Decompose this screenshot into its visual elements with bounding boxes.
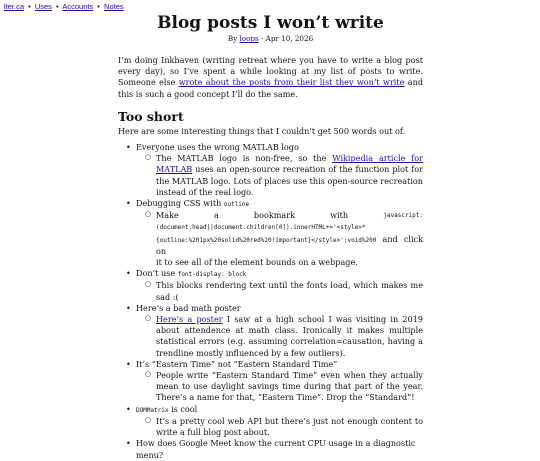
list-item [126, 198, 423, 268]
sub-item-text: uses an open-source recreation of the function plot for the MATLAB logo. Lots of places use this open-source recreation instead of the real logo. [156, 164, 423, 197]
list-item [126, 359, 423, 404]
nav-separator: • [28, 2, 31, 11]
nav-link-notes[interactable]: Notes [104, 2, 124, 11]
top-nav [4, 2, 124, 11]
list-item [126, 268, 423, 303]
bookmark-line [156, 210, 423, 221]
sub-list-item: ○ This blocks rendering text until the fonts load, which makes me sad :( [146, 280, 423, 302]
sub-list [136, 370, 423, 404]
byline [118, 34, 423, 44]
sub-item-text: and click on [156, 233, 423, 256]
site-home-link[interactable]: lter.ca [4, 2, 25, 11]
sub-list-item: ○ It’s a pretty cool web API but there’s just not enough content to write a full blog post about. [146, 416, 423, 438]
sub-list [136, 314, 423, 359]
bookmark-line [156, 221, 423, 233]
nav-link-accounts[interactable]: Accounts [62, 2, 94, 11]
intro-link[interactable]: wrote about the posts from their list they won’t write [178, 77, 405, 88]
list-item-title: It’s “Eastern Time” not “Eastern Standard Time” [136, 358, 338, 369]
article [118, 13, 423, 461]
list-item-title: How does Google Meet know the current CPU usage in a diagnostic menu? [136, 438, 416, 460]
list-item [126, 404, 423, 439]
section-heading: Too short [118, 108, 184, 124]
inline-code: font-display: block [177, 271, 247, 279]
post-list [118, 142, 423, 461]
word: ○ Make [156, 210, 179, 221]
byline-separator: · [261, 34, 264, 43]
nav-separator: • [97, 2, 100, 11]
post-date: Apr 10, 2026 [265, 34, 314, 43]
sub-list-item [146, 153, 423, 198]
bookmark-line [156, 234, 423, 257]
sub-list [136, 280, 423, 302]
sub-list-item [146, 314, 423, 359]
bookmarklet-code: javascript: [383, 212, 423, 220]
list-item [126, 142, 423, 198]
poster-link[interactable]: Here’s a poster [156, 314, 223, 325]
post-title: Blog posts I won’t write [157, 13, 384, 33]
list-item-title: Don’t use [136, 268, 178, 279]
intro-paragraph [118, 55, 423, 100]
bookmarklet-code: {outline:%201px%20solid%20red%20!important}</style>';void%200 [156, 236, 377, 244]
word: bookmark [253, 210, 295, 221]
sub-item-text: I saw at a high school I was visiting in 2019 about attendence at math class. Ironically it makes multiple statistical errors (e.g. assuming correlation=causation, having a trendline mostly influenced by a few outliers). [156, 314, 423, 358]
sub-item-text: it to see all of the element bounds on a webpage. [156, 257, 358, 268]
nav-separator: • [56, 2, 59, 11]
sub-list [136, 210, 423, 268]
list-item [126, 438, 423, 460]
section-lead: Here are some interesting things that I couldn’t get 500 words out of. [118, 125, 406, 136]
author-link[interactable]: loops [239, 34, 259, 43]
bookmarklet-code: (document.head||document.children[0]).innerHTML+='<style>* [156, 224, 366, 232]
byline-prefix: By [227, 34, 238, 43]
inline-code: DOMMatrix [136, 406, 169, 414]
intro-text: and this is such a good concept I’ll do the same. [118, 77, 424, 99]
list-item [126, 303, 423, 359]
sub-list [136, 153, 423, 198]
inline-code: outline [223, 201, 250, 209]
wikipedia-matlab-link[interactable]: Wikipedia article for MATLAB [156, 153, 423, 175]
list-item-title: Debugging CSS with [136, 198, 224, 209]
sub-item-text: The MATLAB logo is non-free, so the [156, 153, 333, 164]
word: a [213, 210, 219, 221]
word: with [330, 210, 349, 221]
list-item-title: Here’s a bad math poster [136, 302, 241, 313]
list-item-title: is cool [168, 403, 198, 414]
nav-link-uses[interactable]: Uses [34, 2, 52, 11]
sub-list-item: ○ People write “Eastern Standard Time” even when they actually mean to use daylight savings time during that part of the year. There’s a name for that, “Eastern Time”. Drop the “Standard”! [146, 370, 423, 404]
list-item-title: Everyone uses the wrong MATLAB logo [136, 142, 299, 153]
sub-list-item [146, 210, 423, 268]
intro-text: I’m doing Inkhaven (writing retreat where you have to write a blog post every day), so I’ve spent a while looking at my list of posts to write. Someone else [118, 55, 423, 88]
sub-list [136, 416, 423, 438]
